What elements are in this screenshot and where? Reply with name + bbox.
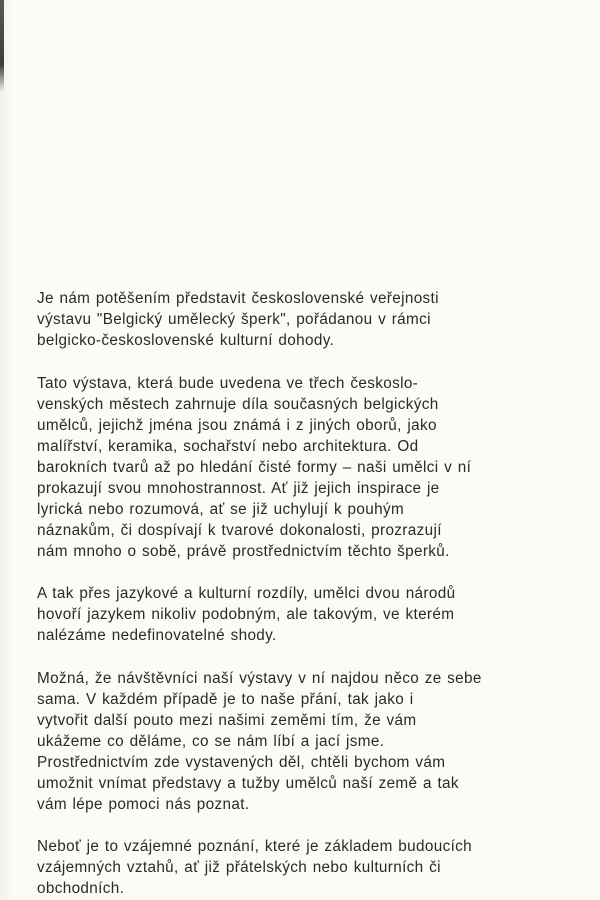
page-edge-shadow xyxy=(0,0,4,92)
text-line: Je nám potěšením představit československé veřejnosti xyxy=(37,290,439,307)
text-line: umělců, jejichž jména jsou známá i z jiných oborů, jako xyxy=(37,416,437,434)
text-line: náznakům, či dospívají k tvarové dokonalosti, prozrazují xyxy=(37,521,442,539)
text-line: vzájemných vztahů, ať již přátelských nebo kulturních či xyxy=(37,859,441,876)
text-line: venských městech zahrnuje díla současných belgických xyxy=(37,395,439,413)
body-text xyxy=(37,288,567,900)
text-line: malířství, keramika, sochařství nebo architektura. Od xyxy=(37,437,419,455)
text-line: sama. V každém případě je to naše přání, tak jako i xyxy=(37,690,414,708)
paragraph-5 xyxy=(37,836,567,899)
text-line: Prostřednictvím zde vystavených děl, chtěli bychom vám xyxy=(37,753,446,771)
paragraph-3 xyxy=(37,583,567,646)
paragraph-2 xyxy=(37,373,567,562)
text-line: Tato výstava, která bude uvedena ve třech českoslo- xyxy=(37,374,419,392)
text-line: barokních tvarů až po hledání čisté formy – naši umělci v ní xyxy=(37,458,472,476)
paragraph-4 xyxy=(37,668,567,815)
paragraph-1 xyxy=(37,288,567,351)
text-line: prokazují svou mnohostrannost. Ať již jejich inspirace je xyxy=(37,479,440,497)
text-line: A tak přes jazykové a kulturní rozdíly, umělci dvou národů xyxy=(37,585,456,602)
text-line: belgicko-československé kulturní dohody. xyxy=(37,332,335,349)
text-line: lyrická nebo rozumová, ať se již uchylují k pouhým xyxy=(37,500,405,518)
text-line: Neboť je to vzájemné poznání, které je základem budoucích xyxy=(37,838,473,855)
text-line: nám mnoho o sobě, právě prostřednictvím těchto šperků. xyxy=(37,542,450,560)
text-line: hovoří jazykem nikoliv podobným, ale takovým, ve kterém xyxy=(37,606,455,623)
text-line: umožnit vnímat představy a tužby umělců naší země a tak xyxy=(37,774,459,792)
text-line: nalézáme nedefinovatelné shody. xyxy=(37,627,277,644)
text-line: Možná, že návštěvníci naší výstavy v ní najdou něco ze sebe xyxy=(37,669,482,687)
text-line: výstavu "Belgický umělecký šperk", pořádanou v rámci xyxy=(37,311,431,328)
text-line: ukážeme co děláme, co se nám líbí a jací jsme. xyxy=(37,732,385,750)
text-line: vytvořit další pouto mezi našimi zeměmi tím, že vám xyxy=(37,711,417,729)
text-line: vám lépe pomoci nás poznat. xyxy=(37,795,250,813)
text-line: obchodních. xyxy=(37,880,125,897)
